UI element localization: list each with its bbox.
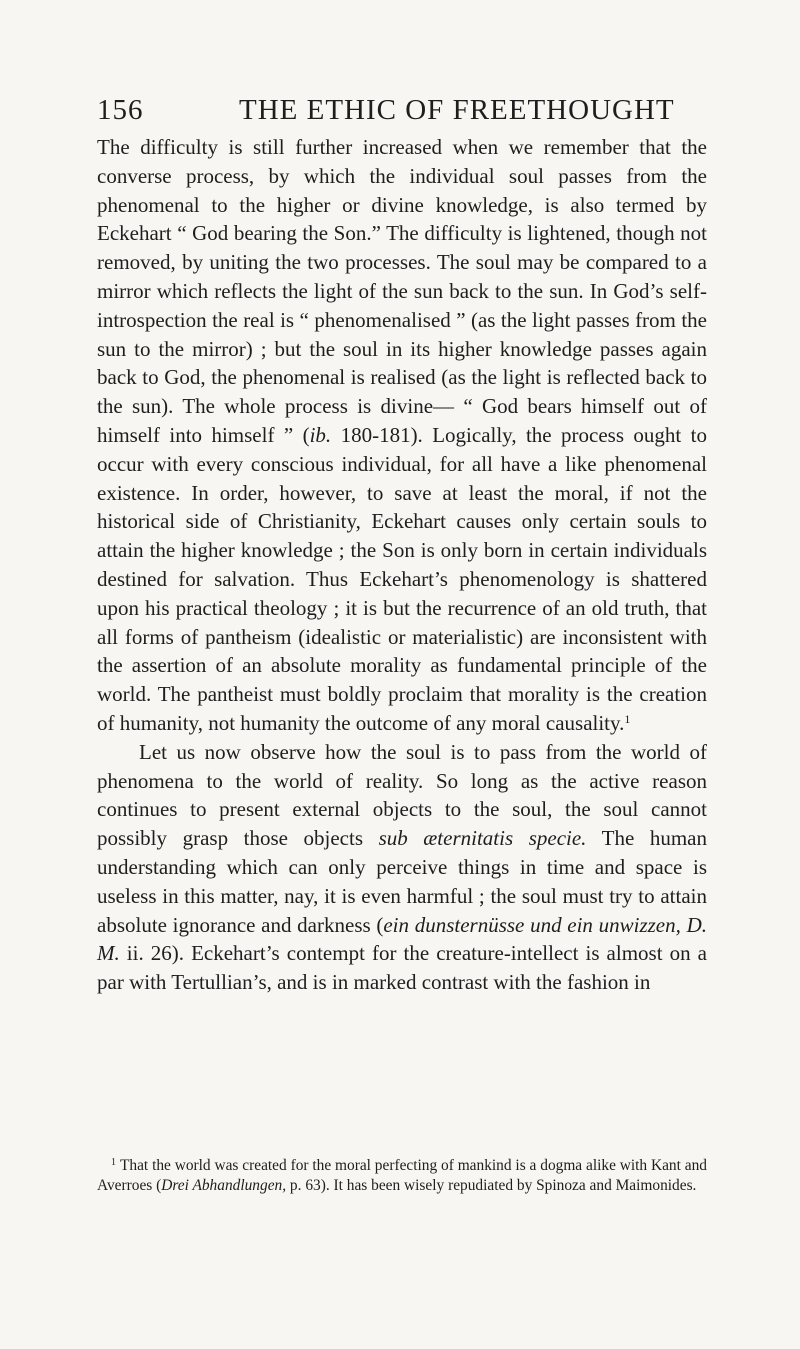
paragraph-1-text-b: 180-181). Logically, the process ought to occur with every conscious individual, for all have a like phenomenal existence. In order, however, to save at least the moral, if not the historical side of Christianity, Eckehart causes only certain souls to attain the higher knowledge ; the Son is only born in certain individuals destined for salvation. Thus Eckehart’s phenomenology is shattered upon his practical theology ; it is but the recurrence of an old truth, that all forms of pantheism (idealistic or materialistic) are inconsistent with the assertion of an absolute morality as fundamental principle of the world. The pantheist must boldly proclaim that morality is the creation of humanity, not humanity the outcome of any moral causality.	[97, 422, 707, 735]
footnote-marker: 1	[624, 711, 631, 726]
footnote	[97, 1156, 707, 1196]
paragraph-1-text-a: The difficulty is still further increased when we remember that the converse process, by which the individual soul passes from the phenomenal to the higher or divine knowledge, is also termed by Eckehart “ God bearing the Son.” The difficulty is lightened, though not removed, by uniting the two processes. The soul may be compared to a mirror which reflects the light of the sun back to the sun. In God’s self-introspection the real is “ phenomenalised ” (as the light passes from the sun to the mirror) ; but the soul in its higher knowledge passes again back to God, the phenomenal is realised (as the light is reflected back to the sun). The whole process is divine— “ God bears himself out of himself into himself ” (	[97, 135, 707, 447]
paragraph-2	[97, 738, 707, 997]
body-text	[97, 133, 707, 997]
page-number: 156	[97, 94, 144, 126]
footnote-text-b: p. 63). It has been wisely repudiated by Spinoza and Maimonides.	[286, 1177, 697, 1194]
paragraph-1	[97, 133, 707, 738]
latin-phrase: sub æternitatis specie.	[378, 826, 587, 851]
paragraph-2-text-c: ii. 26). Eckehart’s contempt for the creature-intellect is almost on a par with Tertullian’s, and is in marked contrast with the fashion in	[97, 941, 707, 995]
footnote-text-a: That the world was created for the moral perfecting of mankind is a dogma alike with Kant and Averroes (	[97, 1157, 707, 1194]
paragraph-2-text-a: Let us now observe how the soul is to pass from the world of phenomena to the world of reality. So long as the active reason continues to present external objects to the soul, the soul cannot possibly grasp those objects	[97, 739, 707, 851]
footnote-number: 1	[111, 1157, 116, 1168]
ibid-reference: ib.	[309, 422, 332, 447]
running-title: THE ETHIC OF FREETHOUGHT	[239, 94, 675, 126]
paragraph-2-text-b: The human understanding which can only perceive things in time and space is useless in this matter, nay, it is even harmful ; the soul must try to attain absolute ignorance and darkness (	[97, 826, 707, 937]
footnote-work-title: Drei Abhandlungen,	[161, 1177, 287, 1194]
german-quotation: ein dunsternüsse und ein unwizzen, D. M.	[97, 912, 707, 966]
